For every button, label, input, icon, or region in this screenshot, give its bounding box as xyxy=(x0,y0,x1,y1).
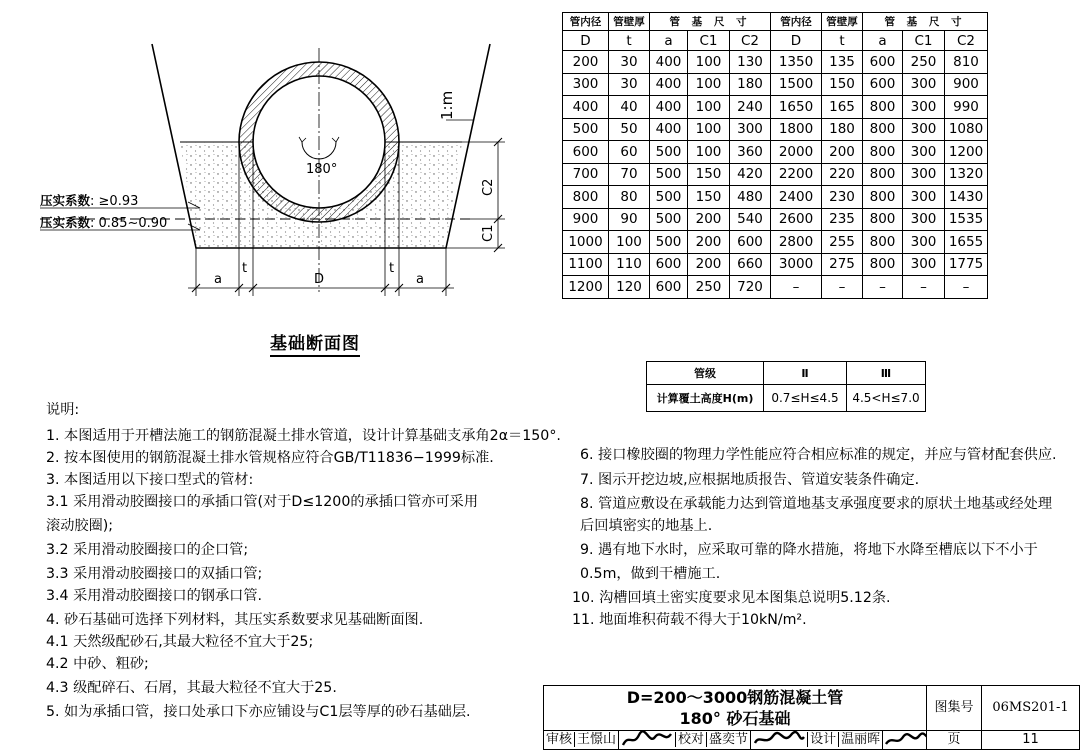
designer-name: 温丽晖 xyxy=(838,732,882,747)
pipe-grade-table xyxy=(646,361,926,412)
table-cell: – xyxy=(771,276,822,299)
checker-signature xyxy=(750,731,807,749)
note-line: 11. 地面堆积荷载不得大于10kN/m². xyxy=(572,612,807,628)
table-cell: 600 xyxy=(730,231,771,254)
table-cell: 60 xyxy=(609,141,650,164)
table-cell: 360 xyxy=(730,141,771,164)
reviewer-signature xyxy=(618,731,675,749)
table-row xyxy=(563,253,988,276)
table-cell: 100 xyxy=(688,141,730,164)
table-cell: 150 xyxy=(822,73,863,96)
table-cell: 150 xyxy=(688,163,730,186)
table-cell: 600 xyxy=(863,51,903,74)
note-line: 后回填密实的地基上. xyxy=(580,518,713,534)
table-cell: 1500 xyxy=(771,73,822,96)
note-line: 3. 本图适用以下接口型式的管材: xyxy=(46,472,254,488)
table-cell: 40 xyxy=(609,96,650,119)
note-line: 3.4 采用滑动胶圈接口的钢承口管. xyxy=(46,588,263,604)
table-cell: 100 xyxy=(609,231,650,254)
table-cell: 300 xyxy=(563,73,609,96)
table-cell: – xyxy=(822,276,863,299)
title-block xyxy=(543,685,1080,748)
table-cell: 660 xyxy=(730,253,771,276)
note-line: 3.3 采用滑动胶圈接口的双插口管; xyxy=(46,566,263,582)
table-cell: 400 xyxy=(650,96,688,119)
grade-row-label: 计算覆土高度H(m) xyxy=(647,385,764,412)
table-cell: 300 xyxy=(903,141,945,164)
table-row xyxy=(563,276,988,299)
table-cell: 1350 xyxy=(771,51,822,74)
table-cell: 2200 xyxy=(771,163,822,186)
table-cell: 400 xyxy=(650,118,688,141)
table-row xyxy=(563,118,988,141)
table-cell: 275 xyxy=(822,253,863,276)
table-cell: 2000 xyxy=(771,141,822,164)
table-cell: 300 xyxy=(730,118,771,141)
table-cell: 600 xyxy=(650,276,688,299)
subheader-cell: a xyxy=(863,31,903,51)
table-cell: 500 xyxy=(650,186,688,209)
page-number: 11 xyxy=(981,730,1080,750)
table-cell: 500 xyxy=(563,118,609,141)
table-cell: 1320 xyxy=(945,163,988,186)
table-row xyxy=(563,73,988,96)
c2-label: C2 xyxy=(481,178,496,196)
atlas-label: 图集号 xyxy=(926,685,982,731)
table-cell: 230 xyxy=(822,186,863,209)
table-cell: 30 xyxy=(609,73,650,96)
table-cell: 600 xyxy=(863,73,903,96)
table-cell: 200 xyxy=(688,208,730,231)
table-row xyxy=(563,231,988,254)
table-cell: 1535 xyxy=(945,208,988,231)
table-cell: 300 xyxy=(903,118,945,141)
table-cell: 300 xyxy=(903,231,945,254)
subheader-cell: C1 xyxy=(903,31,945,51)
table-cell: – xyxy=(863,276,903,299)
table-header-row xyxy=(563,13,988,31)
table-cell: 100 xyxy=(688,118,730,141)
table-cell: 600 xyxy=(563,141,609,164)
table-cell: 800 xyxy=(863,231,903,254)
table-cell: 100 xyxy=(688,51,730,74)
check-label: 校对 xyxy=(675,732,706,747)
note-line: 8. 管道应敷设在承载能力达到管道地基支承强度要求的原状土地基或经处理 xyxy=(580,496,1053,512)
page-label: 页 xyxy=(926,730,982,750)
table-cell: 165 xyxy=(822,96,863,119)
table-cell: 135 xyxy=(822,51,863,74)
table-cell: 800 xyxy=(563,186,609,209)
table-cell: 300 xyxy=(903,208,945,231)
table-cell: 400 xyxy=(650,51,688,74)
table-cell: 1080 xyxy=(945,118,988,141)
table-cell: 30 xyxy=(609,51,650,74)
table-cell: 235 xyxy=(822,208,863,231)
table-cell: 180 xyxy=(822,118,863,141)
compaction-label-2: 压实系数: 0.85~0.90 xyxy=(40,215,168,231)
table-cell: 800 xyxy=(863,208,903,231)
dim-d: D xyxy=(314,272,325,287)
table-cell: 400 xyxy=(563,96,609,119)
table-cell: 2800 xyxy=(771,231,822,254)
dim-t-right: t xyxy=(389,261,395,276)
table-cell: 180 xyxy=(730,73,771,96)
header-inner-diameter: 管内径 xyxy=(563,13,609,31)
table-cell: 100 xyxy=(688,73,730,96)
table-cell: 810 xyxy=(945,51,988,74)
table-cell: 250 xyxy=(903,51,945,74)
table-cell: 540 xyxy=(730,208,771,231)
table-cell: 110 xyxy=(609,253,650,276)
note-line: 4.2 中砂、粗砂; xyxy=(46,656,149,672)
note-line: 5. 如为承插口管，接口处承口下亦应铺设与C1层等厚的砂石基础层. xyxy=(46,704,471,720)
table-cell: 300 xyxy=(903,73,945,96)
table-row xyxy=(563,208,988,231)
note-line: 2. 按本图使用的钢筋混凝土排水管规格应符合GB/T11836−1999标准. xyxy=(46,450,494,466)
pipe-dimension-table xyxy=(562,12,988,299)
grade-value-row xyxy=(647,385,926,412)
grade-header-row xyxy=(647,362,926,385)
table-cell: 1100 xyxy=(563,253,609,276)
note-line: 4.1 天然级配砂石,其最大粒径不宜大于25; xyxy=(46,634,314,650)
table-cell: 300 xyxy=(903,253,945,276)
table-cell: 480 xyxy=(730,186,771,209)
table-cell: 900 xyxy=(945,73,988,96)
subheader-cell: C1 xyxy=(688,31,730,51)
table-cell: 50 xyxy=(609,118,650,141)
table-row xyxy=(563,141,988,164)
table-cell: 200 xyxy=(822,141,863,164)
note-line: 3.1 采用滑动胶圈接口的承插口管(对于D≤1200的承插口管亦可采用 xyxy=(46,494,479,510)
table-cell: 300 xyxy=(903,96,945,119)
table-cell: 300 xyxy=(903,186,945,209)
table-cell: 2600 xyxy=(771,208,822,231)
table-cell: 200 xyxy=(688,253,730,276)
design-label: 设计 xyxy=(807,732,838,747)
signature-row xyxy=(543,730,926,750)
table-cell: 420 xyxy=(730,163,771,186)
dim-a-left: a xyxy=(214,272,222,287)
table-cell: 990 xyxy=(945,96,988,119)
table-cell: 130 xyxy=(730,51,771,74)
table-cell: 800 xyxy=(863,96,903,119)
header-wall-thickness: 管壁厚 xyxy=(609,13,650,31)
note-line: 3.2 采用滑动胶圈接口的企口管; xyxy=(46,542,249,558)
review-label: 审核 xyxy=(546,732,573,747)
table-subheader-row xyxy=(563,31,988,51)
table-cell: 500 xyxy=(650,141,688,164)
table-cell: 1200 xyxy=(563,276,609,299)
grade-value-ii: 0.7≤H≤4.5 xyxy=(764,385,847,412)
note-line: 4. 砂石基础可选择下列材料，其压实系数要求见基础断面图. xyxy=(46,612,424,628)
table-cell: 800 xyxy=(863,253,903,276)
section-caption: 基础断面图 xyxy=(270,329,360,357)
designer-signature xyxy=(882,731,926,749)
table-cell: 3000 xyxy=(771,253,822,276)
table-cell: 1800 xyxy=(771,118,822,141)
table-cell: 240 xyxy=(730,96,771,119)
table-cell: 400 xyxy=(650,73,688,96)
table-cell: 800 xyxy=(863,163,903,186)
subheader-cell: D xyxy=(771,31,822,51)
table-cell: 1430 xyxy=(945,186,988,209)
table-cell: 500 xyxy=(650,208,688,231)
table-row xyxy=(563,51,988,74)
table-cell: 800 xyxy=(863,141,903,164)
compaction-label-1: 压实系数: ≥0.93 xyxy=(40,193,139,209)
table-cell: 800 xyxy=(863,186,903,209)
table-cell: 1000 xyxy=(563,231,609,254)
note-line: 6. 接口橡胶圈的物理力学性能应符合相应标准的规定，并应与管材配套供应. xyxy=(580,447,1057,463)
table-cell: 500 xyxy=(650,231,688,254)
table-cell: 200 xyxy=(688,231,730,254)
table-cell: 90 xyxy=(609,208,650,231)
table-cell: 200 xyxy=(563,51,609,74)
table-cell: – xyxy=(903,276,945,299)
table-cell: 1775 xyxy=(945,253,988,276)
grade-header-label: 管级 xyxy=(647,362,764,385)
table-cell: 500 xyxy=(650,163,688,186)
grade-header-ii: Ⅱ xyxy=(764,362,847,385)
table-cell: 600 xyxy=(650,253,688,276)
note-line: 10. 沟槽回填土密实度要求见本图集总说明5.12条. xyxy=(572,590,891,606)
subheader-cell: C2 xyxy=(945,31,988,51)
table-cell: 700 xyxy=(563,163,609,186)
table-cell: 1650 xyxy=(771,96,822,119)
grade-value-iii: 4.5<H≤7.0 xyxy=(847,385,926,412)
table-row xyxy=(563,163,988,186)
table-cell: 150 xyxy=(688,186,730,209)
reviewer-name: 王憬山 xyxy=(574,732,618,747)
atlas-number: 06MS201-1 xyxy=(981,685,1080,731)
foundation-section-diagram xyxy=(0,0,560,320)
subheader-cell: D xyxy=(563,31,609,51)
subheader-cell: C2 xyxy=(730,31,771,51)
grade-header-iii: Ⅲ xyxy=(847,362,926,385)
drawing-title-line1: D=200～3000钢筋混凝土管 xyxy=(626,688,844,707)
notes-heading: 说明: xyxy=(46,402,80,418)
angle-label: 180° xyxy=(306,162,338,177)
note-line: 1. 本图适用于开槽法施工的钢筋混凝土排水管道，设计计算基础支承角2α＝150°. xyxy=(46,428,561,444)
subheader-cell: t xyxy=(609,31,650,51)
table-cell: 250 xyxy=(688,276,730,299)
table-cell: 720 xyxy=(730,276,771,299)
table-cell: – xyxy=(945,276,988,299)
note-line: 滚动胶圈); xyxy=(46,518,114,534)
table-cell: 2400 xyxy=(771,186,822,209)
header-wall-thickness-2: 管壁厚 xyxy=(822,13,863,31)
drawing-title-cell xyxy=(543,685,926,731)
table-cell: 120 xyxy=(609,276,650,299)
table-cell: 80 xyxy=(609,186,650,209)
table-cell: 220 xyxy=(822,163,863,186)
table-cell: 70 xyxy=(609,163,650,186)
note-line: 4.3 级配碎石、石屑，其最大粒径不宜大于25. xyxy=(46,680,337,696)
table-cell: 900 xyxy=(563,208,609,231)
slope-label: 1:m xyxy=(438,90,456,120)
table-cell: 100 xyxy=(688,96,730,119)
table-cell: 1655 xyxy=(945,231,988,254)
header-base-size-2: 管 基 尺 寸 xyxy=(863,13,988,31)
dim-t-left: t xyxy=(242,261,248,276)
dim-a-right: a xyxy=(416,272,424,287)
table-row xyxy=(563,186,988,209)
header-inner-diameter-2: 管内径 xyxy=(771,13,822,31)
subheader-cell: t xyxy=(822,31,863,51)
note-line: 9. 遇有地下水时，应采取可靠的降水措施，将地下水降至槽底以下不小于 xyxy=(580,542,1038,558)
header-base-size: 管 基 尺 寸 xyxy=(650,13,771,31)
subheader-cell: a xyxy=(650,31,688,51)
note-line: 7. 图示开挖边坡,应根据地质报告、管道安装条件确定. xyxy=(580,472,920,488)
drawing-title-line2: 180° 砂石基础 xyxy=(679,709,791,728)
table-row xyxy=(563,96,988,119)
table-cell: 800 xyxy=(863,118,903,141)
table-cell: 1200 xyxy=(945,141,988,164)
c1-label: C1 xyxy=(481,224,496,242)
note-line: 0.5m，做到干槽施工. xyxy=(580,566,721,582)
table-cell: 255 xyxy=(822,231,863,254)
table-cell: 300 xyxy=(903,163,945,186)
checker-name: 盛奕节 xyxy=(706,732,750,747)
